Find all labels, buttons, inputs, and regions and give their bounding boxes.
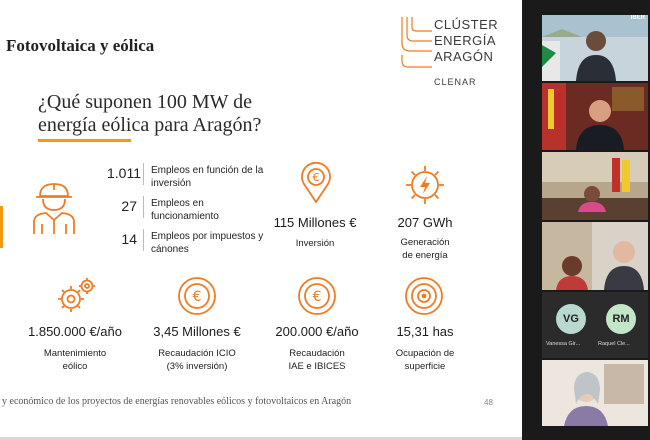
- stat-label-ocupacion: Ocupación de superficie: [395, 348, 455, 372]
- employment-label-2: Empleos en funcionamiento: [151, 198, 219, 222]
- participant-tile-6[interactable]: [542, 360, 648, 426]
- employment-value-2: 27: [121, 198, 137, 214]
- video-logo: IBER: [630, 15, 645, 21]
- stat-value-iae: 200.000 €/año: [275, 324, 359, 339]
- participant-tile-1[interactable]: [542, 15, 648, 81]
- accent-bar: [0, 206, 3, 248]
- avatar-rm: RM: [606, 304, 636, 334]
- employment-value-1: 1.011: [107, 165, 141, 181]
- employment-label-1: Empleos en función de la inversión: [151, 165, 264, 189]
- participant-name-rm: Raquel Cle...: [598, 341, 630, 347]
- clenar-logo: [398, 15, 508, 95]
- slide-footer: y económico de los proyectos de energías renovables eólicos y fotovoltaicos en Aragón: [2, 396, 352, 407]
- participant-video-4: [542, 222, 648, 290]
- headline-underline: [38, 139, 131, 142]
- stat-label-generacion: Generación de energía: [400, 237, 450, 261]
- participant-tile-2[interactable]: [542, 83, 648, 150]
- gears-icon: [55, 275, 97, 317]
- page-number: 48: [484, 398, 493, 407]
- logo-line-3: ARAGÓN: [434, 49, 494, 64]
- participant-video-2: [542, 83, 648, 150]
- video-participants-panel[interactable]: [522, 0, 650, 440]
- lightning-gear-icon: [404, 164, 446, 206]
- section-title: Fotovoltaica y eólica: [6, 36, 155, 55]
- participant-tile-3[interactable]: [542, 152, 648, 220]
- svg-text:€: €: [312, 171, 320, 184]
- worker-icon: [28, 178, 80, 236]
- employment-divider-1: [143, 163, 149, 185]
- logo-sub: CLENAR: [434, 77, 477, 87]
- stat-value-generacion: 207 GWh: [397, 215, 453, 230]
- stat-value-icio: 3,45 Millones €: [153, 324, 241, 339]
- employment-divider-2: [143, 196, 149, 218]
- svg-text:€: €: [192, 289, 202, 305]
- participant-name-vg: Vanessa Gir...: [546, 341, 581, 347]
- euro-coin-icon: [176, 275, 218, 317]
- stat-label-inversion: Inversión: [295, 238, 335, 249]
- participant-tile-4[interactable]: [542, 222, 648, 290]
- participant-video-1: [542, 15, 648, 81]
- participant-video-6: [542, 360, 648, 426]
- euro-coin-icon: [296, 275, 338, 317]
- employment-divider-3: [143, 229, 149, 251]
- stat-value-inversion: 115 Millones €: [273, 215, 357, 230]
- euro-location-pin-icon: [295, 162, 337, 204]
- employment-label-3: Empleos por impuestos y cánones: [151, 231, 264, 255]
- logo-line-1: CLÚSTER: [434, 17, 499, 32]
- participant-video-3: [542, 152, 648, 220]
- avatar-vg: VG: [556, 304, 586, 334]
- employment-value-3: 14: [121, 231, 137, 247]
- stat-label-mantenimiento: Mantenimiento eólico: [43, 348, 107, 372]
- headline: ¿Qué suponen 100 MW de energía eólica para Aragón?: [38, 91, 262, 136]
- target-icon: [403, 275, 445, 317]
- logo-lines-icon: [398, 15, 434, 87]
- stat-value-mantenimiento: 1.850.000 €/año: [28, 324, 122, 339]
- stat-label-icio: Recaudación ICIO (3% inversión): [158, 348, 236, 372]
- logo-line-2: ENERGÍA: [434, 33, 497, 48]
- stat-label-iae: Recaudación IAE e IBICES: [288, 348, 346, 372]
- stat-value-ocupacion: 15,31 has: [396, 324, 454, 339]
- svg-text:€: €: [312, 289, 322, 305]
- participant-tile-5[interactable]: [542, 292, 648, 358]
